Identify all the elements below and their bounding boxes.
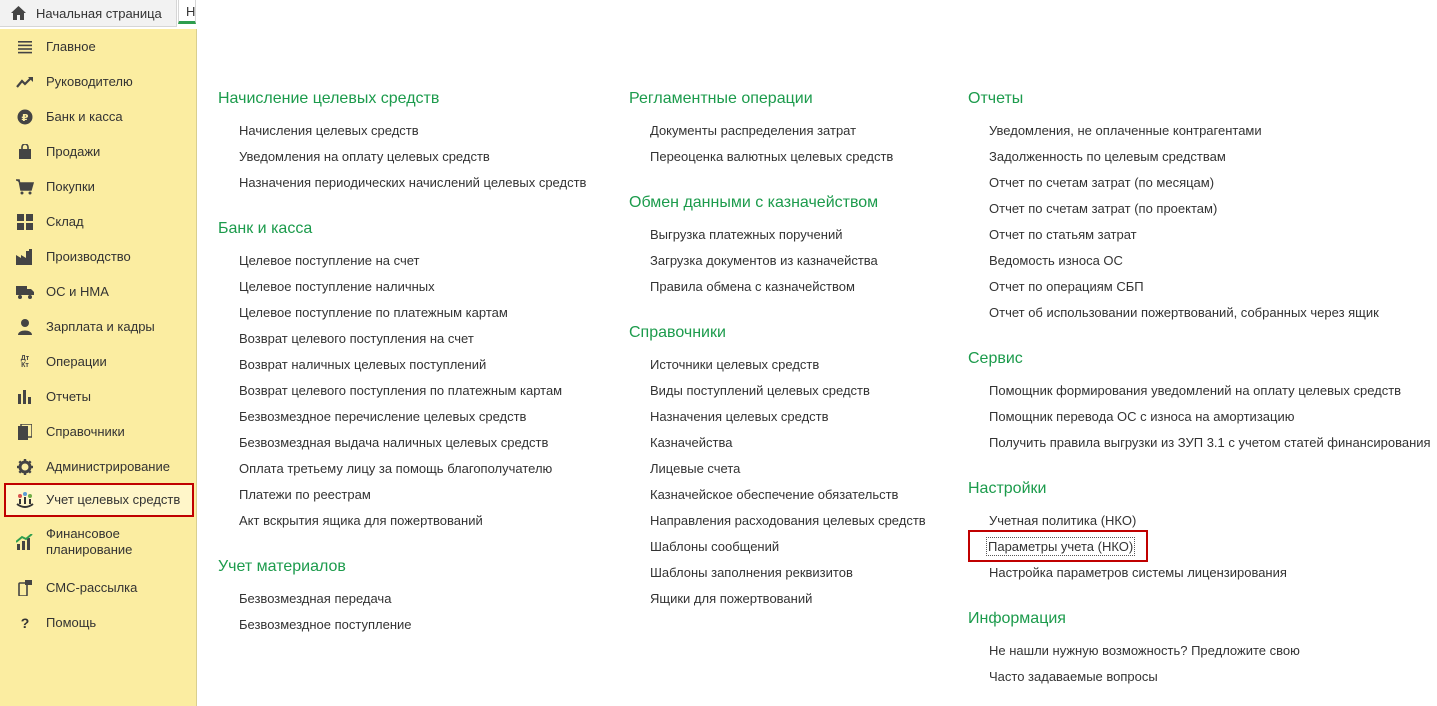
link-item[interactable]: Отчет об использовании пожертвований, собранных через ящик [989, 305, 1379, 320]
link-item[interactable]: Возврат наличных целевых поступлений [239, 357, 487, 372]
sidebar-item-warehouse[interactable] [0, 204, 196, 239]
link-item[interactable]: Переоценка валютных целевых средств [650, 149, 894, 164]
tab-active[interactable] [178, 0, 196, 24]
link-item[interactable]: Настройка параметров системы лицензирования [989, 565, 1287, 580]
sidebar-item-label: Помощь [46, 614, 97, 630]
link-item[interactable]: Ведомость износа ОС [989, 253, 1123, 268]
sidebar-item-label: Главное [46, 38, 96, 54]
sidebar-item-label [46, 526, 132, 558]
person-icon [16, 318, 34, 336]
dt-kt-icon [16, 353, 34, 371]
sidebar-item-label: Зарплата и кадры [46, 318, 155, 334]
section-title: Учет материалов [218, 558, 346, 575]
link-item[interactable]: Акт вскрытия ящика для пожертвований [239, 513, 483, 528]
link-item[interactable]: Учетная политика (НКО) [989, 513, 1137, 528]
link-item[interactable]: Лицевые счета [650, 461, 741, 476]
link-item[interactable]: Целевое поступление наличных [239, 279, 435, 294]
section-title: Обмен данными с казначейством [629, 194, 879, 211]
link-item[interactable]: Источники целевых средств [650, 357, 820, 372]
link-item-params-nko[interactable]: Параметры учета (НКО) [988, 539, 1134, 554]
tab-active-label: Н [186, 4, 196, 19]
sidebar-item-help[interactable] [0, 605, 196, 640]
link-item[interactable]: Назначения целевых средств [650, 409, 829, 424]
link-item[interactable]: Отчет по статьям затрат [989, 227, 1137, 242]
gear-icon [16, 458, 34, 476]
sidebar-item-fin-planning[interactable] [0, 519, 196, 565]
sidebar-item-label: Операции [46, 353, 107, 369]
sidebar-item-assets[interactable] [0, 274, 196, 309]
link-item[interactable]: Целевое поступление по платежным картам [239, 305, 508, 320]
sidebar-item-label-line1: Финансовое [46, 526, 120, 541]
link-item[interactable]: Виды поступлений целевых средств [650, 383, 870, 398]
cart-icon [16, 178, 34, 196]
ruble-coin-icon [16, 108, 34, 126]
svg-text:₽: ₽ [21, 112, 29, 124]
link-item[interactable]: Отчет по счетам затрат (по проектам) [989, 201, 1218, 216]
bar-chart-icon [16, 388, 34, 406]
tab-bar [0, 0, 1437, 27]
link-item[interactable]: Безвозмездная передача [239, 591, 392, 606]
sidebar-item-manager[interactable] [0, 64, 196, 99]
books-icon [16, 423, 34, 441]
sidebar-item-directories[interactable] [0, 414, 196, 449]
sidebar-item-production[interactable] [0, 239, 196, 274]
sidebar [0, 29, 197, 706]
tab-home[interactable] [0, 0, 177, 27]
link-item[interactable]: Уведомления на оплату целевых средств [239, 149, 490, 164]
question-icon: ? [20, 614, 30, 631]
link-item[interactable]: Возврат целевого поступления на счет [239, 331, 474, 346]
link-item[interactable]: Отчет по операциям СБП [989, 279, 1144, 294]
sidebar-item-salary[interactable] [0, 309, 196, 344]
sidebar-item-label: Администрирование [46, 458, 170, 474]
sidebar-item-label: Учет целевых средств [46, 492, 181, 507]
sidebar-item-label: Покупки [46, 178, 95, 194]
phone-message-icon [16, 579, 34, 597]
sidebar-item-purchases[interactable] [0, 169, 196, 204]
link-item[interactable]: Платежи по реестрам [239, 487, 371, 502]
sidebar-item-bank[interactable] [0, 99, 196, 134]
sidebar-item-main[interactable] [0, 29, 196, 64]
link-item[interactable]: Оплата третьему лицу за помощь благополучателю [239, 461, 553, 476]
section-title: Сервис [968, 350, 1023, 367]
link-item[interactable]: Безвозмездная выдача наличных целевых средств [239, 435, 549, 450]
link-item[interactable]: Безвозмездное поступление [239, 617, 412, 632]
sidebar-item-label: Руководителю [46, 73, 133, 89]
growth-chart-icon [16, 533, 34, 551]
sidebar-item-label: Справочники [46, 423, 125, 439]
link-item[interactable]: Не нашли нужную возможность? Предложите свою [989, 643, 1300, 658]
section-title: Начисление целевых средств [218, 90, 440, 107]
sidebar-item-reports[interactable] [0, 379, 196, 414]
link-item[interactable]: Правила обмена с казначейством [650, 279, 855, 294]
sidebar-item-label: СМС-рассылка [46, 579, 138, 595]
sidebar-item-label: Склад [46, 213, 84, 229]
sidebar-item-label-line2: планирование [46, 542, 133, 557]
link-item[interactable]: Документы распределения затрат [650, 123, 857, 138]
link-item[interactable]: Казначейское обеспечение обязательств [650, 487, 899, 502]
link-item[interactable]: Целевое поступление на счет [239, 253, 420, 268]
truck-icon [16, 283, 34, 301]
sidebar-item-sales[interactable] [0, 134, 196, 169]
link-item[interactable]: Уведомления, не оплаченные контрагентами [989, 123, 1262, 138]
link-item[interactable]: Шаблоны сообщений [650, 539, 780, 554]
section-title: Настройки [968, 480, 1047, 497]
sidebar-item-label: Производство [46, 248, 131, 264]
link-item[interactable]: Начисления целевых средств [239, 123, 419, 138]
dt-kt-icon-text: Дт Кт [20, 354, 30, 369]
link-item[interactable]: Часто задаваемые вопросы [989, 669, 1158, 684]
section-title: Отчеты [968, 90, 1024, 107]
link-item[interactable]: Направления расходования целевых средств [650, 513, 926, 528]
sidebar-item-operations[interactable] [0, 344, 196, 379]
link-item[interactable]: Загрузка документов из казначейства [650, 253, 878, 268]
link-item[interactable]: Казначейства [650, 435, 733, 450]
sidebar-item-label: Отчеты [46, 388, 91, 404]
section-title: Банк и касса [218, 220, 313, 237]
link-item[interactable]: Задолженность по целевым средствам [989, 149, 1226, 164]
sidebar-item-admin[interactable] [0, 449, 196, 484]
link-item[interactable]: Выгрузка платежных поручений [650, 227, 843, 242]
link-item[interactable]: Безвозмездное перечисление целевых средств [239, 409, 527, 424]
link-item[interactable]: Помощник перевода ОС с износа на амортизацию [989, 409, 1295, 424]
sidebar-item-label: Банк и касса [46, 108, 123, 124]
trend-arrow-icon [16, 73, 34, 91]
section-title: Справочники [629, 324, 726, 341]
people-hands-icon [16, 491, 34, 509]
link-item[interactable]: Возврат целевого поступления по платежным картам [239, 383, 563, 398]
link-item[interactable]: Отчет по счетам затрат (по месяцам) [989, 175, 1215, 190]
home-icon [10, 5, 26, 21]
sidebar-item-label: Продажи [46, 143, 101, 159]
shopping-bag-icon [16, 143, 34, 161]
link-item[interactable]: Назначения периодических начислений целевых средств [239, 175, 587, 190]
section-title: Информация [968, 610, 1066, 627]
section-title: Регламентные операции [629, 90, 813, 107]
grid-boxes-icon [16, 213, 34, 231]
link-item[interactable]: Ящики для пожертвований [650, 591, 813, 606]
link-item[interactable]: Помощник формирования уведомлений на оплату целевых средств [989, 383, 1402, 398]
sidebar-item-label: ОС и НМА [46, 283, 109, 299]
menu-lines-icon [16, 38, 34, 56]
link-item[interactable]: Шаблоны заполнения реквизитов [650, 565, 853, 580]
tab-home-label: Начальная страница [36, 5, 162, 21]
link-item[interactable]: Получить правила выгрузки из ЗУП 3.1 с учетом статей финансирования [989, 435, 1431, 450]
sidebar-item-target-funds[interactable] [4, 483, 194, 517]
factory-icon [16, 248, 34, 266]
sidebar-item-sms[interactable] [0, 570, 196, 605]
